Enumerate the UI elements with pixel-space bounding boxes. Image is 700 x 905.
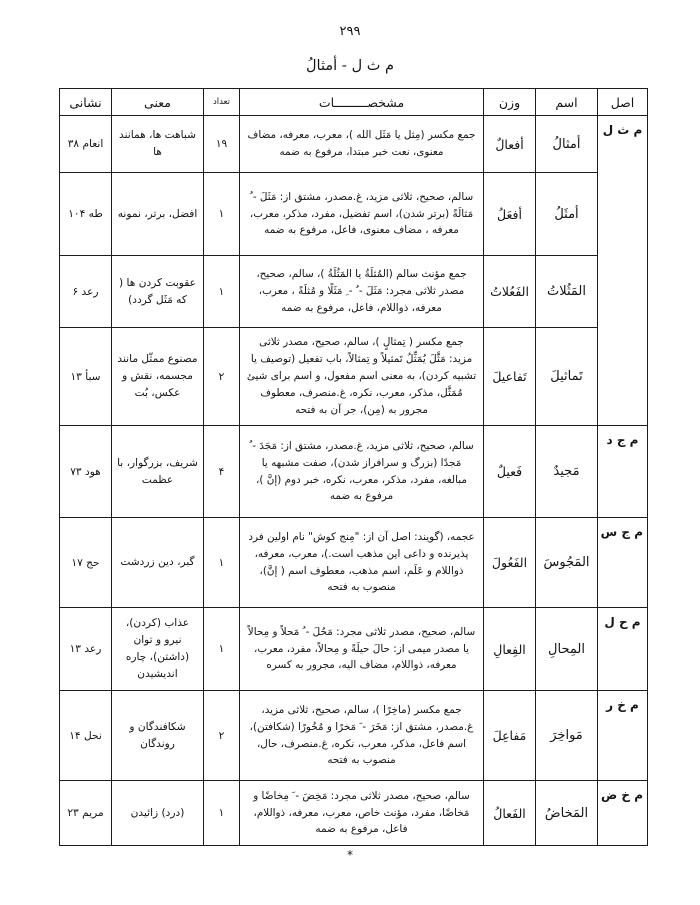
table-row [60, 608, 648, 691]
cell-pattern: الفَعالُ [484, 781, 536, 846]
cell-noun: أمثَلُ [536, 173, 598, 256]
cell-count: ۱۹ [204, 116, 240, 173]
cell-count: ۱ [204, 608, 240, 691]
table-row [60, 691, 648, 781]
cell-count: ۱ [204, 518, 240, 608]
cell-noun: المَخاضُ [536, 781, 598, 846]
cell-pattern: فَعيلٌ [484, 426, 536, 518]
quran-word-grammar-table [59, 88, 648, 846]
cell-count: ۴ [204, 426, 240, 518]
cell-details: جمع مكسر (مِثل يا مَثَل الله )، معرب، معرفه، مضاف معنوى، نعت خبر مبتدا، مرفوع به ضمه [240, 116, 484, 173]
cell-count: ۱ [204, 256, 240, 328]
cell-details: جمع مؤنث سالم (المُثلَةُ يا المَثُلَةُ )، سالم، صحيح، مصدر ثلاثى مجرد: مَثَلَ - ُ - ِ مَثَلًا و مُثلَةً ، معرب، معرفه، ذواللام، فاعل، مرفوع به ضمه [240, 256, 484, 328]
cell-count: ۲ [204, 691, 240, 781]
cell-root: م ج س [598, 518, 648, 608]
cell-pattern: الفَعُلاتُ [484, 256, 536, 328]
cell-root: م ج د [598, 426, 648, 518]
cell-reference: سبأ ۱۳ [60, 328, 112, 426]
cell-pattern: أفعَلُ [484, 173, 536, 256]
header-noun: اسم [536, 89, 598, 116]
table-row [60, 116, 648, 173]
cell-root: م خ ض [598, 781, 648, 846]
cell-reference: انعام ۳۸ [60, 116, 112, 173]
cell-root: م ح ل [598, 608, 648, 691]
cell-reference: مريم ۲۳ [60, 781, 112, 846]
cell-reference: رعد ۱۳ [60, 608, 112, 691]
cell-reference: نحل ۱۴ [60, 691, 112, 781]
cell-noun: مَجيدٌ [536, 426, 598, 518]
table-row [60, 328, 648, 426]
cell-noun: المَثُلاتُ [536, 256, 598, 328]
header-pattern: وزن [484, 89, 536, 116]
cell-details: سالم، صحيح، ثلاثى مزيد، غ.مصدر، مشتق از: مَثَلَ - ُ مَثالَةً (برتر شدن)، اسم تفضيل، مفرد، مذكر، معرب، معرفه ، مضاف معنوى، فاعل، مرفوع به ضمه [240, 173, 484, 256]
cell-details: جمع مكسر ( تِمثالٍ )، سالم، صحيح، مصدر ثلاثى مزيد: مَثَّلَ يُمَثِّلُ تَمثيلاً و تِمثالاً، باب تفعيل (توصيف يا تشبيه كردن)، به معنى اسم مفعول، و اسم براى شيئ مُمَثَّل، مذكر، معرب، نكره، غ.منصرف، معطوف مجرور به (مِن)، جر آن به فتحه [240, 328, 484, 426]
cell-pattern: تَفاعيلَ [484, 328, 536, 426]
table-row [60, 781, 648, 846]
cell-count: ۱ [204, 781, 240, 846]
cell-noun: المَجُوسَ [536, 518, 598, 608]
cell-meaning: مصنوع ممثّل مانند مجسمه، نقش و عكس، بُت [112, 328, 204, 426]
table-row [60, 426, 648, 518]
header-count: تعداد [204, 89, 240, 116]
cell-noun: تَماثيلَ [536, 328, 598, 426]
cell-count: ۱ [204, 173, 240, 256]
cell-pattern: الفِعالِ [484, 608, 536, 691]
cell-meaning: گبر، دين زردشت [112, 518, 204, 608]
cell-noun: مَواخِرَ [536, 691, 598, 781]
cell-details: عجمه، (گويند: اصل آن از: "مِنج كوش" نام اولين فرد پذيرنده و داعى اين مذهب است.)، معرب، معرفه، ذواللام و عَلَم، اسم مذهب، معطوف اسم ( إنَّ)، منصوب به فتحه [240, 518, 484, 608]
cell-pattern: أفعالٌ [484, 116, 536, 173]
cell-meaning: شباهت ها، همانند ها [112, 116, 204, 173]
cell-reference: رعد ۶ [60, 256, 112, 328]
header-reference: نشانی [60, 89, 112, 116]
cell-meaning: افضل، برتر، نمونه [112, 173, 204, 256]
cell-root: م خ ر [598, 691, 648, 781]
header-root: اصل [598, 89, 648, 116]
cell-details: سالم، صحيح، مصدر ثلاثى مجرد: مَحُلَ - ُ مَحلاً و مِحالاً يا مصدر ميمى از: حالَ حيلَةً و مِحالاً، مفرد، معرب، معرفه، ذواللام، مضاف اليه، مجرور به كسره [240, 608, 484, 691]
cell-details: جمع مكسر (ماخِرًا )، سالم، صحيح، ثلاثى مزيد، غ.مصدر، مشتق از: مَخَرَ - َ مَخرًا و مُخُورًا (شكافتن)، اسم فاعل، مذكر، معرب، نكره، غ.منصرف، حال، منصوب به فتحه [240, 691, 484, 781]
header-meaning: معنی [112, 89, 204, 116]
table-row [60, 518, 648, 608]
page-title: م ث ل - أمثالُ [306, 58, 394, 74]
cell-details: سالم، صحيح، مصدر ثلاثى مجرد: مَخِضَ - َ مِخاضًا و مَخاضًا، مفرد، مؤنث خاص، معرب، معرفه، ذواللام، فاعل، مرفوع به ضمه [240, 781, 484, 846]
cell-pattern: مَفاعِلَ [484, 691, 536, 781]
cell-noun: أمثالُ [536, 116, 598, 173]
cell-noun: المِحالِ [536, 608, 598, 691]
cell-pattern: الفَعُولَ [484, 518, 536, 608]
header-details: مشخصـــــــــات [240, 89, 484, 116]
footnote-asterisk: * [347, 848, 353, 862]
cell-meaning: عذاب (كردن)، نيرو و توان (داشتن)، چاره انديشيدن [112, 608, 204, 691]
table-row [60, 256, 648, 328]
cell-meaning: (درد) زائيدن [112, 781, 204, 846]
cell-meaning: شريف، بزرگوار، با عظمت [112, 426, 204, 518]
table-row [60, 173, 648, 256]
cell-reference: هود ۷۳ [60, 426, 112, 518]
cell-details: سالم، صحيح، ثلاثى مزيد، غ.مصدر، مشتق از: مَجَدَ - ُ مَجدًا (بزرگ و سرافراز شدن)، صفت مشبهه يا مبالغه، مفرد، مذكر، معرب، نكره، خبر دوم (إنَّ )، مرفوع به ضمه [240, 426, 484, 518]
cell-count: ۲ [204, 328, 240, 426]
cell-root: م ث ل [598, 116, 648, 426]
page-number: ۲۹۹ [339, 24, 361, 39]
cell-meaning: شكافندگان و روندگان [112, 691, 204, 781]
cell-meaning: عقوبت كردن ها ( كه مَثَل گردد) [112, 256, 204, 328]
cell-reference: حج ۱۷ [60, 518, 112, 608]
table-header-row [60, 89, 648, 116]
cell-reference: طه ۱۰۴ [60, 173, 112, 256]
